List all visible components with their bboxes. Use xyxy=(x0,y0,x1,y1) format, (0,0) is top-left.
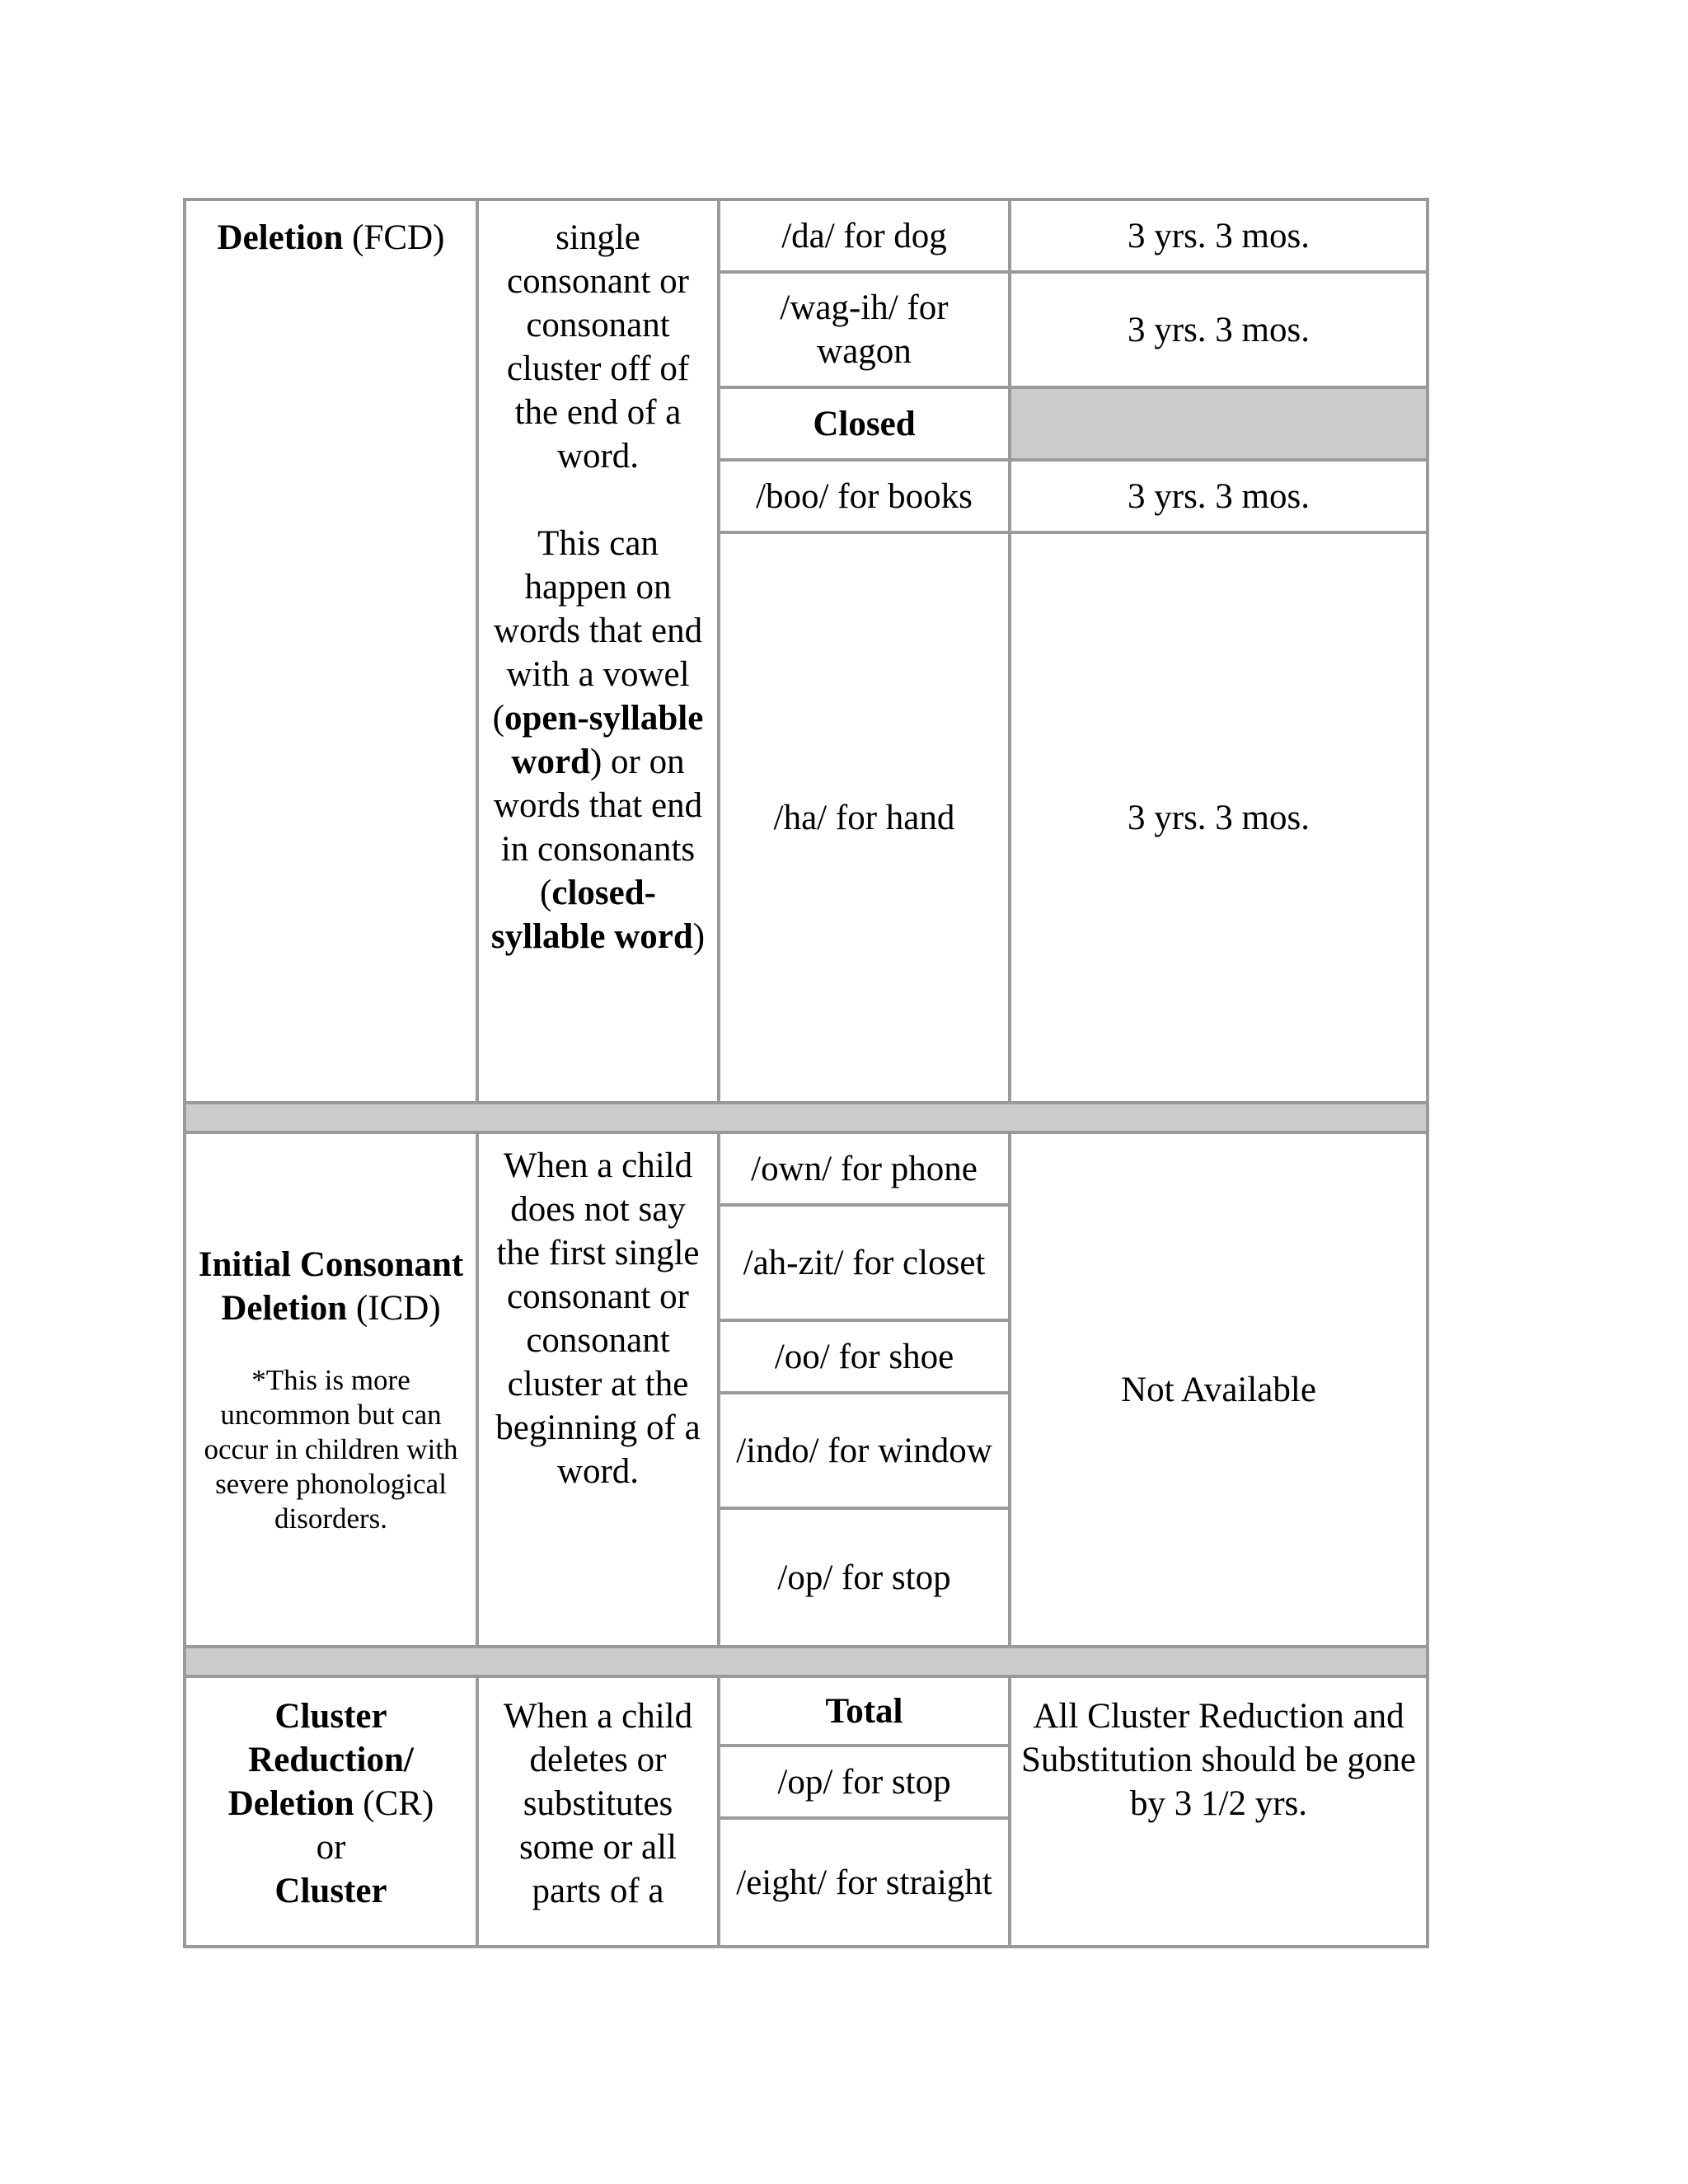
process-name: Deletion (FCD) xyxy=(217,218,445,257)
process-cell-icd xyxy=(183,1131,479,1648)
process-cell-cr xyxy=(183,1675,479,1948)
description-text: single consonant or consonant cluster off of the end of a word. xyxy=(506,218,690,476)
process-name: Cluster Reduction/ Deletion (CR) or Cluster xyxy=(227,1697,434,1910)
process-note: *This is more uncommon but can occur in children with severe phonological disorders. xyxy=(204,1364,458,1535)
age-cell: 3 yrs. 3 mos. xyxy=(1008,270,1429,389)
description-text: When a child does not say the first single consonant or consonant cluster at the beginning of a word. xyxy=(495,1146,701,1491)
description-cell-cr xyxy=(476,1675,720,1948)
example-header-total: Total xyxy=(717,1675,1011,1747)
description-cell-fcd xyxy=(476,198,720,1104)
process-cell-fcd xyxy=(183,198,479,1104)
age-cell: 3 yrs. 3 mos. xyxy=(1008,458,1429,534)
example-cell: /ah-zit/ for closet xyxy=(717,1203,1011,1322)
example-cell: /wag-ih/ for wagon xyxy=(717,270,1011,389)
age-cell: 3 yrs. 3 mos. xyxy=(1008,531,1429,1104)
description-text: When a child deletes or substitutes some or all parts of a xyxy=(503,1697,693,1910)
example-cell: /eight/ for straight xyxy=(717,1816,1011,1948)
age-cell-cr: All Cluster Reduction and Substitution should be gone by 3 1/2 yrs. xyxy=(1008,1675,1429,1948)
row-separator xyxy=(183,1645,1429,1678)
example-cell: /oo/ for shoe xyxy=(717,1319,1011,1394)
age-cell-empty xyxy=(1008,386,1429,462)
row-separator xyxy=(183,1101,1429,1134)
example-header-closed: Closed xyxy=(717,386,1011,462)
example-cell: /indo/ for window xyxy=(717,1391,1011,1510)
age-cell-icd: Not Available xyxy=(1008,1131,1429,1648)
example-cell: /op/ for stop xyxy=(717,1507,1011,1648)
description-cell-icd xyxy=(476,1131,720,1648)
example-cell: /boo/ for books xyxy=(717,458,1011,534)
process-name: Initial Consonant Deletion (ICD) xyxy=(198,1245,464,1328)
example-cell: /op/ for stop xyxy=(717,1744,1011,1820)
phonological-process-table xyxy=(183,198,1429,1948)
age-cell: 3 yrs. 3 mos. xyxy=(1008,198,1429,274)
description-text-2: This can happen on words that end with a vowel (open-syllable word) or on words that end in consonants (closed-syllable word) xyxy=(490,524,706,956)
example-cell: /own/ for phone xyxy=(717,1131,1011,1207)
example-cell: /ha/ for hand xyxy=(717,531,1011,1104)
example-cell: /da/ for dog xyxy=(717,198,1011,274)
